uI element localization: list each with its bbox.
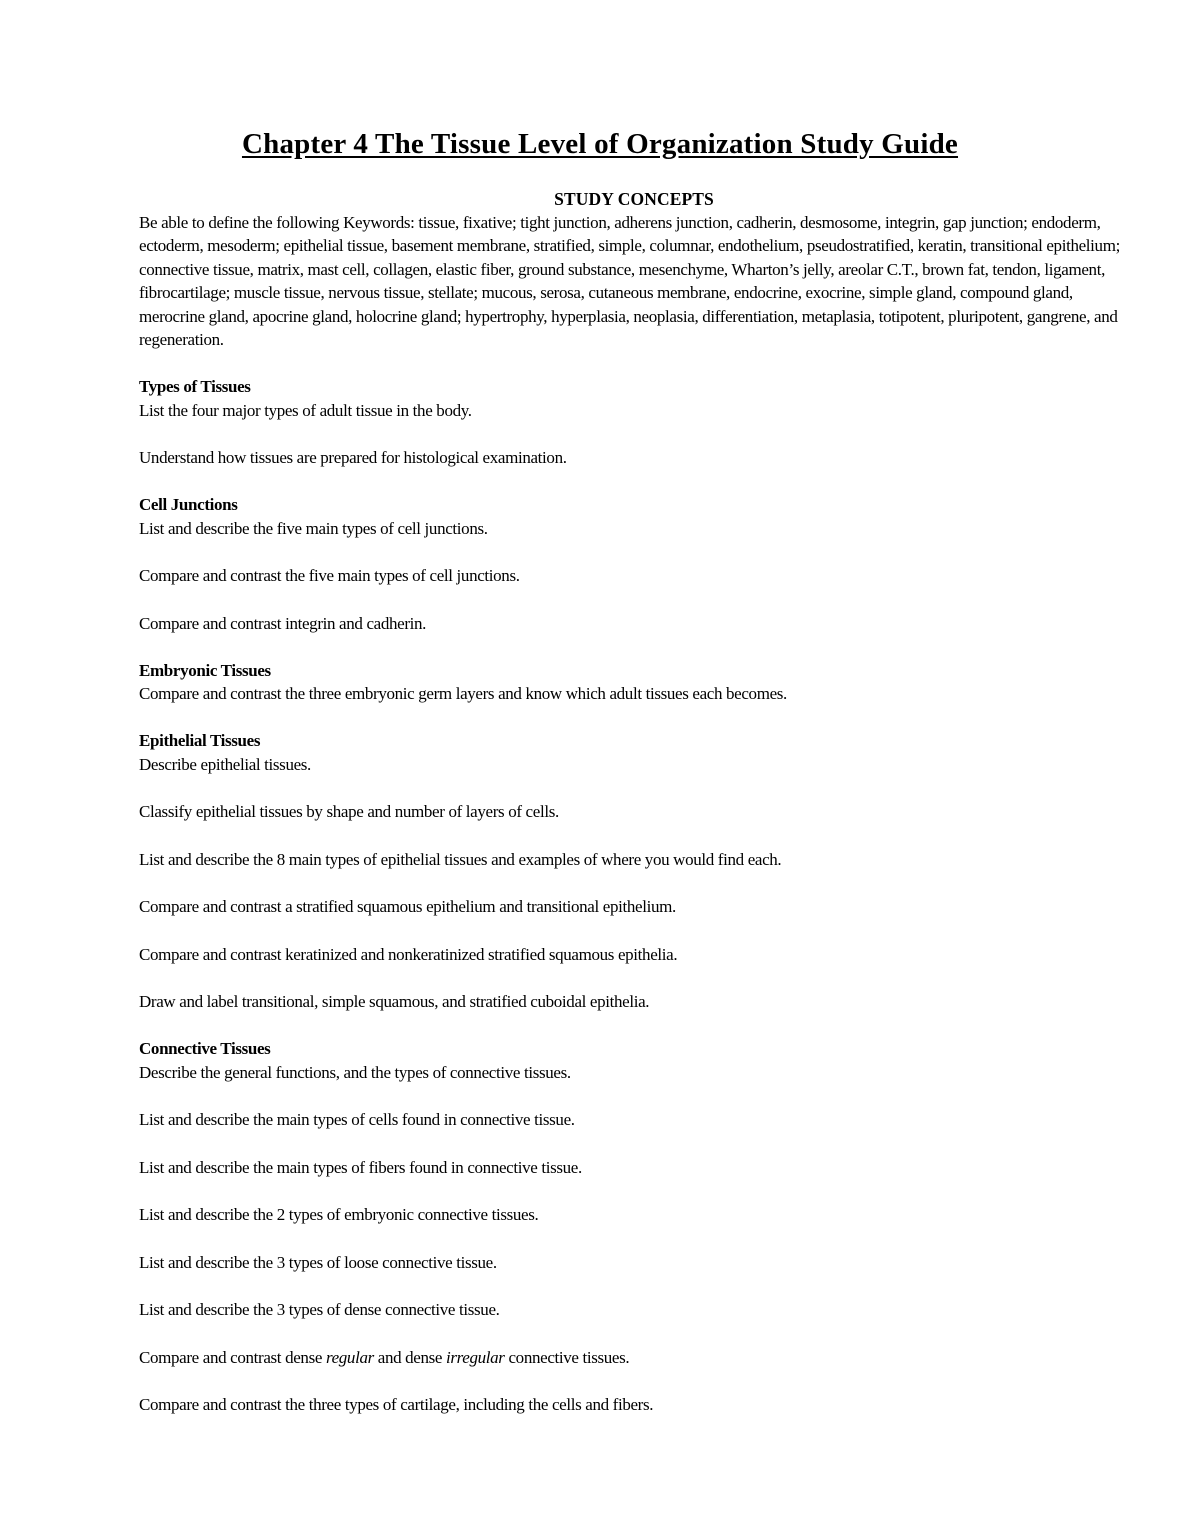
page-title: Chapter 4 The Tissue Level of Organization Study Guide xyxy=(241,128,959,160)
study-item: List and describe the 3 types of loose connective tissue. xyxy=(139,1252,497,1272)
section-heading: Embryonic Tissues xyxy=(139,660,271,680)
section-epithelial-tissues xyxy=(139,729,1129,1014)
study-item: Describe epithelial tissues. xyxy=(139,754,311,774)
study-item: Compare and contrast keratinized and nonkeratinized stratified squamous epithelia. xyxy=(139,944,678,964)
study-item: List and describe the 3 types of dense connective tissue. xyxy=(139,1300,500,1319)
study-item: List and describe the 8 main types of epithelial tissues and examples of where you would find each. xyxy=(139,849,782,869)
study-item: List the four major types of adult tissue in the body. xyxy=(139,400,472,420)
study-item: List and describe the main types of cells found in connective tissue. xyxy=(139,1110,575,1129)
document-body xyxy=(139,188,1129,1417)
section-heading: Connective Tissues xyxy=(139,1039,271,1058)
study-item: Compare and contrast the five main types of cell junctions. xyxy=(139,566,520,585)
study-item: Compare and contrast a stratified squamous epithelium and transitional epithelium. xyxy=(139,897,676,916)
italic-term-regular: regular xyxy=(325,1347,374,1367)
study-item: List and describe the 2 types of embryonic connective tissues. xyxy=(139,1205,539,1224)
section-cell-junctions xyxy=(139,493,1129,635)
study-item-dense-regular-irregular xyxy=(139,1346,1129,1370)
study-item: Draw and label transitional, simple squamous, and stratified cuboidal epithelia. xyxy=(139,992,650,1011)
item-text: connective tissues. xyxy=(504,1347,630,1367)
item-text: Compare and contrast dense xyxy=(139,1347,326,1367)
italic-term-irregular: irregular xyxy=(446,1347,505,1367)
item-text: and dense xyxy=(373,1347,447,1367)
section-types-of-tissues xyxy=(139,375,1129,470)
section-embryonic-tissues xyxy=(139,659,1129,706)
study-item: Describe the general functions, and the types of connective tissues. xyxy=(139,1062,571,1082)
study-item: Compare and contrast integrin and cadherin. xyxy=(139,613,427,633)
study-concepts-heading: STUDY CONCEPTS xyxy=(554,189,714,209)
section-heading: Cell Junctions xyxy=(139,495,238,514)
section-connective-tissues xyxy=(139,1037,1129,1417)
section-heading: Epithelial Tissues xyxy=(139,731,261,750)
study-item: Understand how tissues are prepared for histological examination. xyxy=(139,448,567,467)
study-item: Compare and contrast the three embryonic germ layers and know which adult tissues each becomes. xyxy=(139,684,787,703)
study-item: Compare and contrast the three types of cartilage, including the cells and fibers. xyxy=(139,1395,654,1414)
study-item: List and describe the main types of fibers found in connective tissue. xyxy=(139,1157,582,1177)
section-heading: Types of Tissues xyxy=(139,377,251,396)
keywords-paragraph: Be able to define the following Keywords: tissue, fixative; tight junction, adherens junction, cadherin, desmosome, integrin, gap junction; endoderm, ectoderm, mesoderm; epithelial tissue, basement membrane, stratified, simple, columnar, endothelium, pseudostratified, keratin, transitional epithelium; connective tissue, matrix, mast cell, collagen, elastic fiber, ground substance, mesenchyme, Wharton’s jelly, areolar C.T., brown fat, tendon, ligament, fibrocartilage; muscle tissue, nervous tissue, stellate; mucous, serosa, cutaneous membrane, endocrine, exocrine, simple gland, compound gland, merocrine gland, apocrine gland, holocrine gland; hypertrophy, hyperplasia, neoplasia, differentiation, metaplasia, totipotent, pluripotent, gangrene, and regeneration. xyxy=(139,212,1120,349)
study-item: Classify epithelial tissues by shape and number of layers of cells. xyxy=(139,802,559,821)
study-item: List and describe the five main types of cell junctions. xyxy=(139,518,488,538)
